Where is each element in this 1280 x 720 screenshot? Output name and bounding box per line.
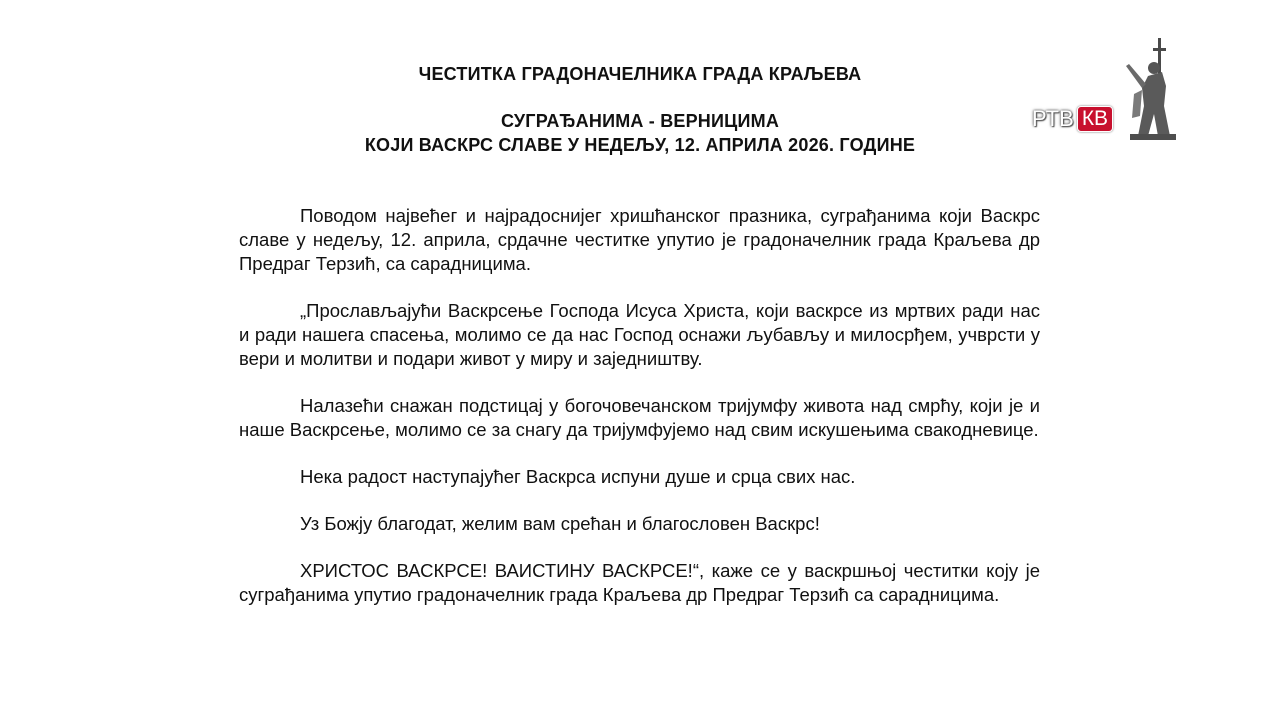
document-body — [239, 204, 1040, 630]
document-title: ЧЕСТИТКА ГРАДОНАЧЕЛНИКА ГРАДА КРАЉЕВА — [418, 64, 862, 84]
paragraph-5: Уз Божју благодат, желим вам срећан и благословен Васкрс! — [300, 513, 820, 534]
document-subtitle-line1: СУГРАЂАНИМА - ВЕРНИЦИМА — [500, 111, 780, 131]
logo-rtv-text: РТВ — [1032, 106, 1074, 131]
paragraph-6: ХРИСТОС ВАСКРСЕ! ВАИСТИНУ ВАСКРСЕ!“, каже се у васкршњој честитки коју је суграђанима упутио градоначелник града Краљева др Предраг Терзић са сарадницима. — [239, 560, 1040, 605]
channel-logo — [1030, 36, 1180, 142]
paragraph-2: „Прослављајући Васкрсење Господа Исуса Христа, који васкрсе из мртвих ради нас и ради нашега спасења, молимо се да нас Господ оснажи љубављу и милосрђем, учврсти у вери и молитви и подари живот у миру и заједништву. — [239, 300, 1040, 369]
paragraph-3: Налазећи снажан подстицај у богочовечанском тријумфу живота над смрћу, који је и наше Васкрсење, молимо се за снагу да тријумфујемо над свим искушењима свакодневице. — [239, 395, 1040, 440]
document-subtitle-line2: КОЈИ ВАСКРС СЛАВЕ У НЕДЕЉУ, 12. АПРИЛА 2026. ГОДИНЕ — [364, 135, 916, 155]
logo-kv-badge: КВ — [1077, 106, 1113, 132]
logo-wordmark — [1032, 106, 1113, 132]
paragraph-4: Нека радост наступајућег Васкрса испуни душе и срца свих нас. — [300, 466, 856, 487]
paragraph-1: Поводом највећег и најрадоснијег хришћанског празника, суграђанима који Васкрс славе у недељу, 12. априла, срдачне честитке упутио је градоначелник града Краљева др Предраг Терзић, са сарадницима. — [239, 205, 1040, 274]
